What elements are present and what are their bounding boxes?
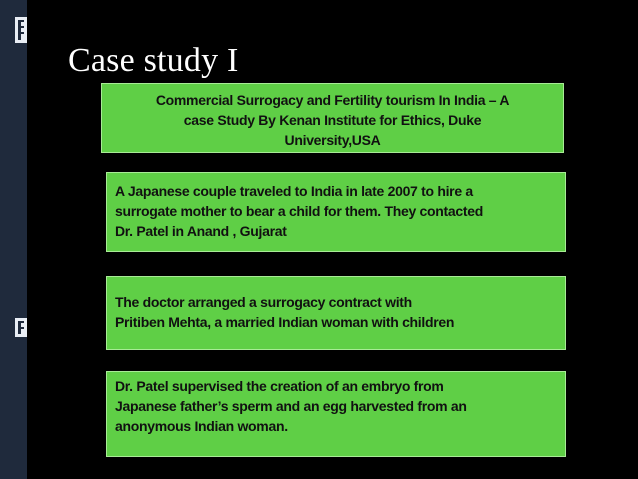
grid-decoration-icon [15,318,27,337]
text-box-line: The doctor arranged a surrogacy contract with [115,294,412,310]
text-box-japanese-couple [106,172,566,252]
text-box-surrogacy-contract [106,276,566,350]
text-box-line: Dr. Patel in Anand , Gujarat [115,223,287,239]
text-box-line: Pritiben Mehta, a married Indian woman with children [115,314,455,330]
text-box-line: A Japanese couple traveled to India in late 2007 to hire a [115,183,473,199]
slide-title: Case study I [68,42,239,79]
header-box-line: University,USA [284,132,381,148]
text-box-line: Japanese father’s sperm and an egg harvested from an [115,398,467,414]
header-box-line: case Study By Kenan Institute for Ethics, Duke [183,112,482,128]
text-box-line: surrogate mother to bear a child for them. They contacted [115,203,483,219]
grid-decoration-icon [15,17,27,43]
text-box-line: Dr. Patel supervised the creation of an embryo from [115,378,444,394]
side-decoration-bar [0,0,27,479]
text-box-embryo-creation [106,371,566,457]
text-box-line: anonymous Indian woman. [115,418,288,434]
header-box-line: Commercial Surrogacy and Fertility tourism In India – A [155,92,510,108]
header-box [101,83,564,153]
